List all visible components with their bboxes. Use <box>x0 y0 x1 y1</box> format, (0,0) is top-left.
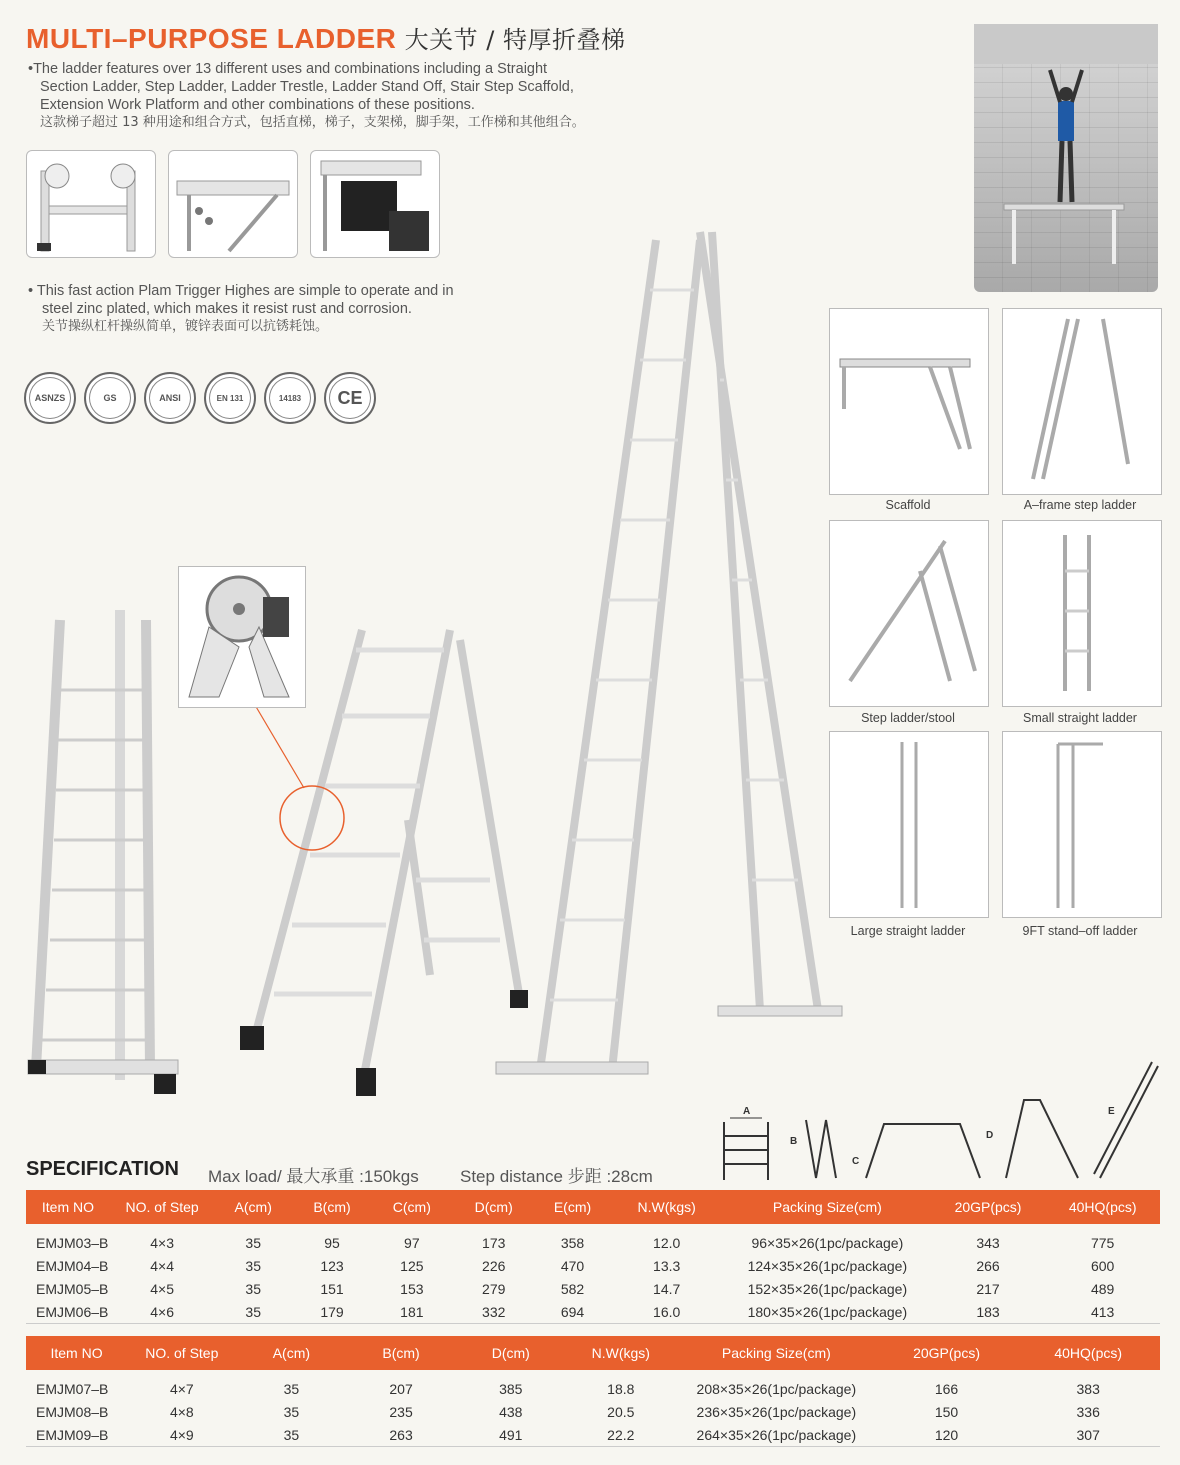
cell: 35 <box>283 1403 300 1420</box>
col-steps: NO. of Step <box>110 1190 214 1224</box>
col-item-no: Item NO <box>26 1336 127 1370</box>
cell: 491 <box>499 1426 523 1443</box>
cell: 179 <box>320 1303 344 1320</box>
cell: 124×35×26(1pc/package) <box>747 1257 908 1274</box>
col-b: B(cm) <box>346 1336 456 1370</box>
table-row <box>26 1400 1160 1423</box>
cell: 4×9 <box>169 1426 194 1443</box>
cell: 4×6 <box>150 1303 174 1320</box>
cell: 35 <box>283 1380 300 1397</box>
cell: 181 <box>400 1303 424 1320</box>
table-row <box>26 1300 1160 1324</box>
cell: 14.7 <box>653 1280 681 1297</box>
cell: 97 <box>404 1234 420 1251</box>
cell: 413 <box>1090 1303 1115 1320</box>
max-load: Max load/ 最大承重 :150kgs <box>208 1167 419 1186</box>
cell: EMJM03–B <box>36 1234 109 1251</box>
col-20gp: 20GP(pcs) <box>931 1190 1046 1224</box>
cell: 694 <box>560 1303 585 1320</box>
cell: 152×35×26(1pc/package) <box>747 1280 908 1297</box>
cell: 35 <box>283 1426 300 1443</box>
cell: 582 <box>560 1280 585 1297</box>
cell: 263 <box>389 1426 413 1443</box>
gs-badge-icon: GS <box>84 372 136 424</box>
dim-label-d: D <box>986 1130 994 1141</box>
caption-a-frame: A–frame step ladder <box>1023 498 1137 512</box>
cell: 208×35×26(1pc/package) <box>696 1380 857 1397</box>
intro-line: •The ladder features over 13 different uses and combinations including a Straight <box>28 61 548 77</box>
cell: 20.5 <box>607 1403 635 1420</box>
cell: 95 <box>324 1234 340 1251</box>
table-row <box>26 1423 1160 1447</box>
cell: 123 <box>320 1257 344 1274</box>
col-steps: NO. of Step <box>127 1336 236 1370</box>
intro-line: Extension Work Platform and other combinations of these positions. <box>40 97 475 113</box>
asnzs-badge-icon: ASNZS <box>24 372 76 424</box>
ce-badge-icon: CE <box>324 372 376 424</box>
ansi-badge-icon: ANSI <box>144 372 196 424</box>
cell: 217 <box>976 1280 1000 1297</box>
col-nw: N.W(kgs) <box>566 1336 676 1370</box>
cell: 151 <box>320 1280 344 1297</box>
cell: 4×8 <box>169 1403 194 1420</box>
cell: 4×4 <box>150 1257 174 1274</box>
specification-title: SPECIFICATION <box>26 1158 179 1180</box>
cell: 489 <box>1090 1280 1115 1297</box>
cell: 150 <box>934 1403 959 1420</box>
dim-label-c: C <box>852 1156 860 1167</box>
cell: 16.0 <box>653 1303 681 1320</box>
cell: 343 <box>976 1234 1000 1251</box>
cell: 383 <box>1076 1380 1100 1397</box>
col-20gp: 20GP(pcs) <box>877 1336 1017 1370</box>
cell: 332 <box>482 1303 506 1320</box>
cell: 4×3 <box>150 1234 174 1251</box>
dimension-diagrams <box>724 1062 1158 1180</box>
cell: 336 <box>1076 1403 1100 1420</box>
cell: 18.8 <box>607 1380 635 1397</box>
cell: 180×35×26(1pc/package) <box>747 1303 908 1320</box>
spec-table-1 <box>26 1190 1160 1324</box>
caption-step-stool: Step ladder/stool <box>861 711 955 725</box>
dim-label-e: E <box>1108 1106 1115 1117</box>
col-a: A(cm) <box>214 1190 292 1224</box>
cell: 13.3 <box>653 1257 681 1274</box>
intro-line: Section Ladder, Step Ladder, Ladder Trestle, Ladder Stand Off, Stair Step Scaffold, <box>40 79 574 95</box>
table-row <box>26 1254 1160 1277</box>
cell: EMJM06–B <box>36 1303 109 1320</box>
spec-table-2 <box>26 1336 1160 1447</box>
cell: 600 <box>1090 1257 1115 1274</box>
trigger-line: steel zinc plated, which makes it resist rust and corrosion. <box>42 301 412 317</box>
cell: 207 <box>389 1380 413 1397</box>
table-row <box>26 1277 1160 1300</box>
col-item-no: Item NO <box>26 1190 110 1224</box>
cell: 4×7 <box>169 1380 194 1397</box>
col-packing: Packing Size(cm) <box>724 1190 931 1224</box>
col-nw: N.W(kgs) <box>609 1190 724 1224</box>
cell: 775 <box>1090 1234 1115 1251</box>
cell: 173 <box>482 1234 506 1251</box>
dim-label-b: B <box>790 1136 798 1147</box>
col-b: B(cm) <box>292 1190 372 1224</box>
cell: 279 <box>482 1280 506 1297</box>
tall-extension-ladder-image <box>496 232 842 1074</box>
caption-small-straight: Small straight ladder <box>1023 711 1137 725</box>
cell: 470 <box>560 1257 585 1274</box>
cell: 166 <box>934 1380 959 1397</box>
cell: 22.2 <box>607 1426 635 1443</box>
col-packing: Packing Size(cm) <box>676 1336 877 1370</box>
title-cn: 大关节 / 特厚折叠梯 <box>404 26 626 54</box>
cell: 125 <box>400 1257 424 1274</box>
col-40hq: 40HQ(pcs) <box>1045 1190 1160 1224</box>
cell: 35 <box>245 1257 261 1274</box>
cell: 235 <box>389 1403 413 1420</box>
caption-scaffold: Scaffold <box>885 498 931 512</box>
table-row <box>26 1370 1160 1400</box>
cell: 264×35×26(1pc/package) <box>696 1426 857 1443</box>
col-a: A(cm) <box>237 1336 347 1370</box>
col-d: D(cm) <box>452 1190 536 1224</box>
col-d: D(cm) <box>456 1336 566 1370</box>
cell: 35 <box>245 1234 261 1251</box>
col-c: C(cm) <box>372 1190 452 1224</box>
col-40hq: 40HQ(pcs) <box>1016 1336 1160 1370</box>
cell: 266 <box>976 1257 1000 1274</box>
table-header-row <box>26 1190 1160 1224</box>
table-row <box>26 1224 1160 1254</box>
hinge-zoom-image <box>178 566 306 708</box>
cell: EMJM07–B <box>36 1380 109 1397</box>
cell: 12.0 <box>653 1234 681 1251</box>
trigger-line: • This fast action Plam Trigger Highes are simple to operate and in <box>28 283 454 299</box>
cell: 120 <box>934 1426 959 1443</box>
cell: 4×5 <box>150 1280 174 1297</box>
cell: 236×35×26(1pc/package) <box>696 1403 857 1420</box>
folded-ladder-image <box>28 610 178 1094</box>
caption-stand-off: 9FT stand–off ladder <box>1022 924 1138 938</box>
table-header-row <box>26 1336 1160 1370</box>
cell: EMJM04–B <box>36 1257 109 1274</box>
cell: 307 <box>1076 1426 1100 1443</box>
title-en: MULTI–PURPOSE LADDER <box>26 23 397 54</box>
cell: 153 <box>400 1280 424 1297</box>
col-e: E(cm) <box>536 1190 610 1224</box>
cell: 358 <box>560 1234 585 1251</box>
en131-badge-icon: EN 131 <box>204 372 256 424</box>
trigger-line-cn: 关节操纵杠杆操纵简单，镀锌表面可以抗锈耗蚀。 <box>42 319 329 334</box>
cell: 385 <box>499 1380 523 1397</box>
cell: EMJM05–B <box>36 1280 109 1297</box>
cell: 226 <box>482 1257 506 1274</box>
cell: EMJM08–B <box>36 1403 109 1420</box>
cell: 438 <box>499 1403 523 1420</box>
cell: EMJM09–B <box>36 1426 109 1443</box>
dim-label-a: A <box>743 1106 751 1117</box>
caption-large-straight: Large straight ladder <box>850 924 966 938</box>
standard-14183-badge-icon: 14183 <box>264 372 316 424</box>
cell: 35 <box>245 1303 261 1320</box>
step-distance: Step distance 步距 :28cm <box>460 1167 653 1186</box>
cell: 96×35×26(1pc/package) <box>751 1234 904 1251</box>
intro-line-cn: 这款梯子超过 13 种用途和组合方式，包括直梯，梯子，支架梯，脚手架，工作梯和其他组合。 <box>40 115 585 130</box>
cell: 183 <box>976 1303 1000 1320</box>
cell: 35 <box>245 1280 261 1297</box>
